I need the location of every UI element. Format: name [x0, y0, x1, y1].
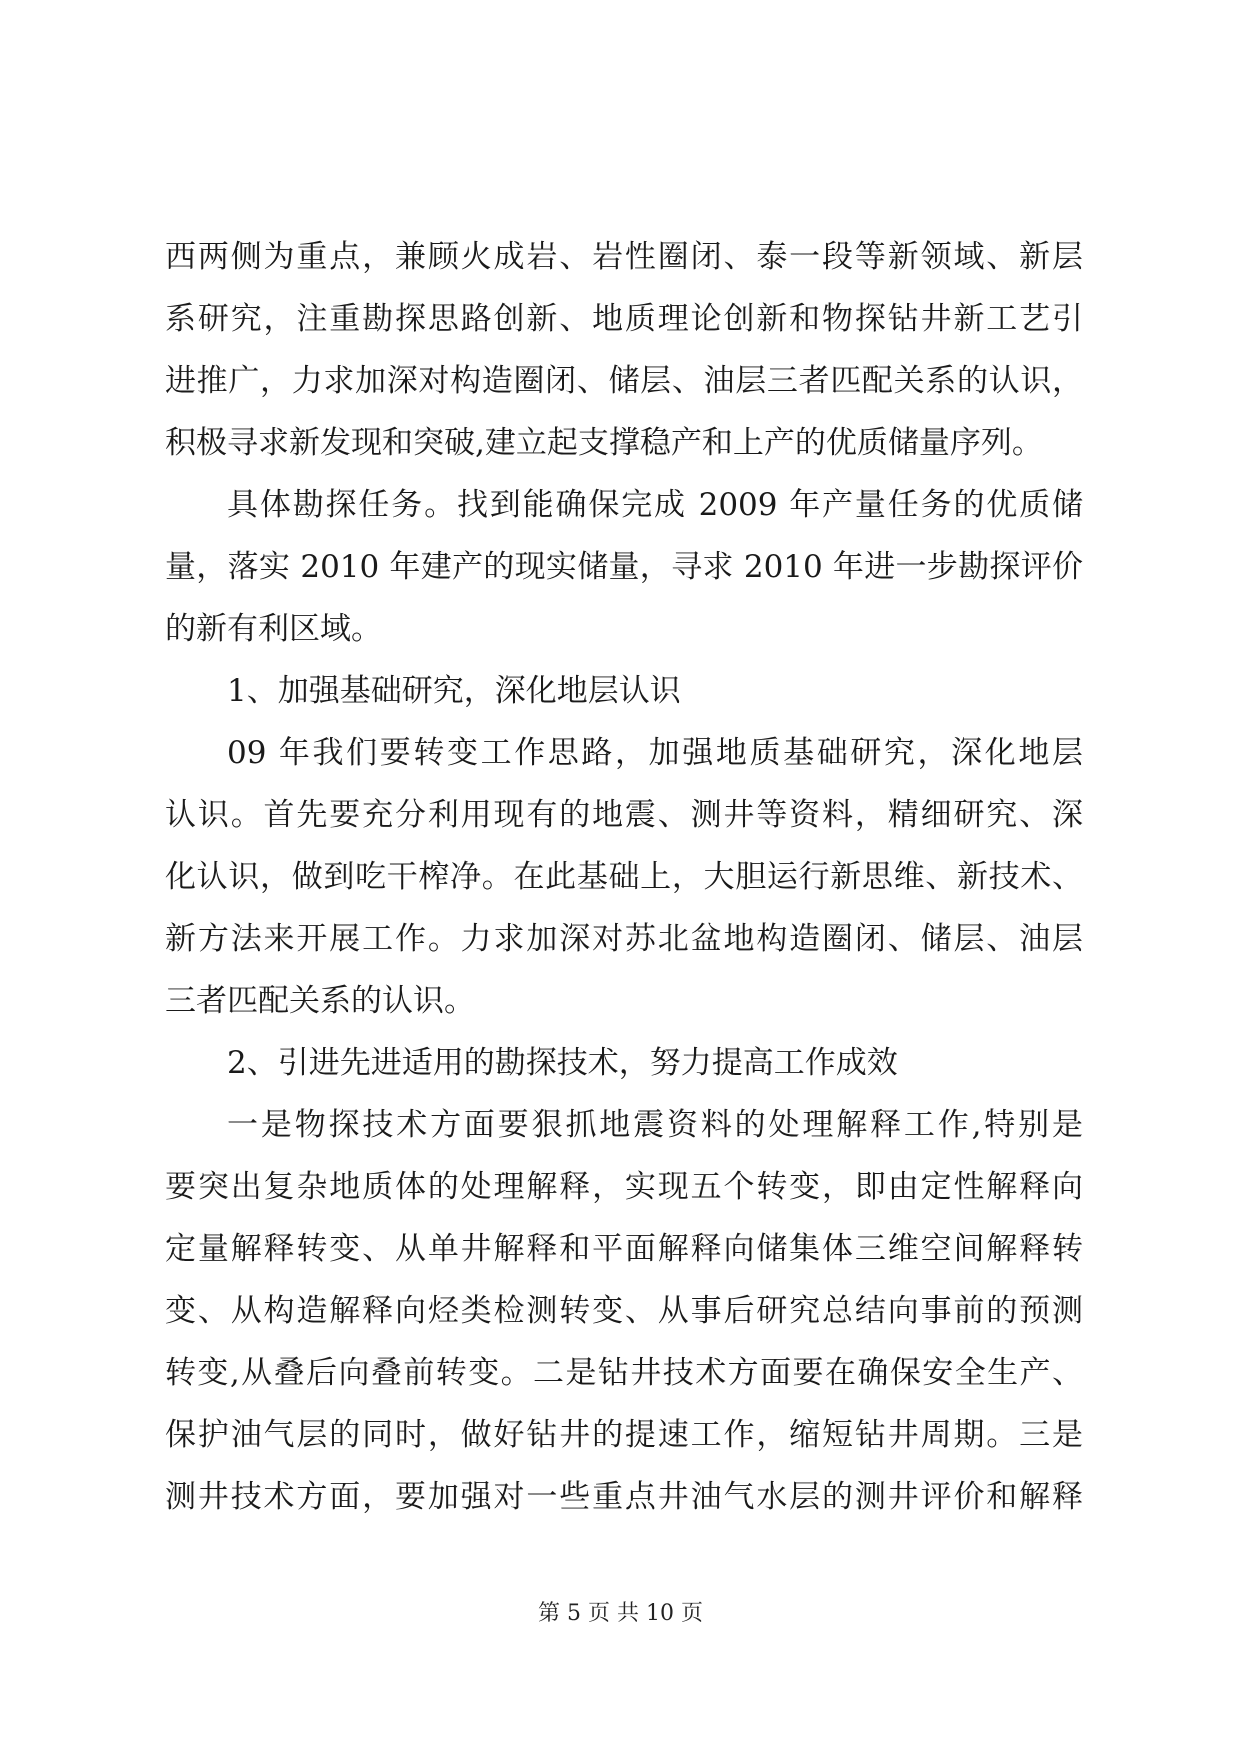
heading-line: 2、引进先进适用的勘探技术，努力提高工作成效	[227, 1045, 898, 1081]
paragraph-3	[165, 722, 1083, 1032]
paragraph-1	[165, 226, 1083, 474]
text-line: 的新有利区域。	[165, 611, 382, 647]
section-heading-1	[165, 660, 1083, 722]
text-line: 积极寻求新发现和突破,建立起支撑稳产和上产的优质储量序列。	[165, 425, 1043, 461]
paragraph-2	[165, 474, 1083, 660]
text-line: 要突出复杂地质体的处理解释，实现五个转变，即由定性解释向	[165, 1169, 1083, 1205]
text-line: 转变,从叠后向叠前转变。二是钻井技术方面要在确保安全生产、	[165, 1355, 1083, 1391]
text-line: 三者匹配关系的认识。	[165, 983, 475, 1019]
text-line: 化认识，做到吃干榨净。在此基础上，大胆运行新思维、新技术、	[165, 859, 1083, 895]
text-line: 系研究，注重勘探思路创新、地质理论创新和物探钻井新工艺引	[165, 301, 1083, 337]
text-line: 量，落实 2010 年建产的现实储量，寻求 2010 年进一步勘探评价	[165, 549, 1083, 585]
text-line: 定量解释转变、从单井解释和平面解释向储集体三维空间解释转	[165, 1231, 1083, 1267]
paragraph-4	[165, 1094, 1083, 1528]
text-line: 具体勘探任务。找到能确保完成 2009 年产量任务的优质储	[227, 487, 1083, 523]
text-line: 新方法来开展工作。力求加深对苏北盆地构造圈闭、储层、油层	[165, 921, 1083, 957]
heading-line: 1、加强基础研究，深化地层认识	[227, 673, 681, 709]
page-number-footer: 第 5 页 共 10 页	[538, 1601, 703, 1626]
text-line: 西两侧为重点，兼顾火成岩、岩性圈闭、泰一段等新领域、新层	[165, 239, 1083, 275]
text-line: 保护油气层的同时，做好钻井的提速工作，缩短钻井周期。三是	[165, 1417, 1083, 1453]
text-line: 测井技术方面，要加强对一些重点井油气水层的测井评价和解释	[165, 1479, 1083, 1515]
text-line: 一是物探技术方面要狠抓地震资料的处理解释工作,特别是	[227, 1107, 1083, 1143]
section-heading-2	[165, 1032, 1083, 1094]
text-line: 变、从构造解释向烃类检测转变、从事后研究总结向事前的预测	[165, 1293, 1083, 1329]
document-body	[165, 226, 1083, 1528]
text-line: 09 年我们要转变工作思路，加强地质基础研究，深化地层	[227, 735, 1083, 771]
text-line: 进推广，力求加深对构造圈闭、储层、油层三者匹配关系的认识，	[165, 363, 1083, 399]
text-line: 认识。首先要充分利用现有的地震、测井等资料，精细研究、深	[165, 797, 1083, 833]
